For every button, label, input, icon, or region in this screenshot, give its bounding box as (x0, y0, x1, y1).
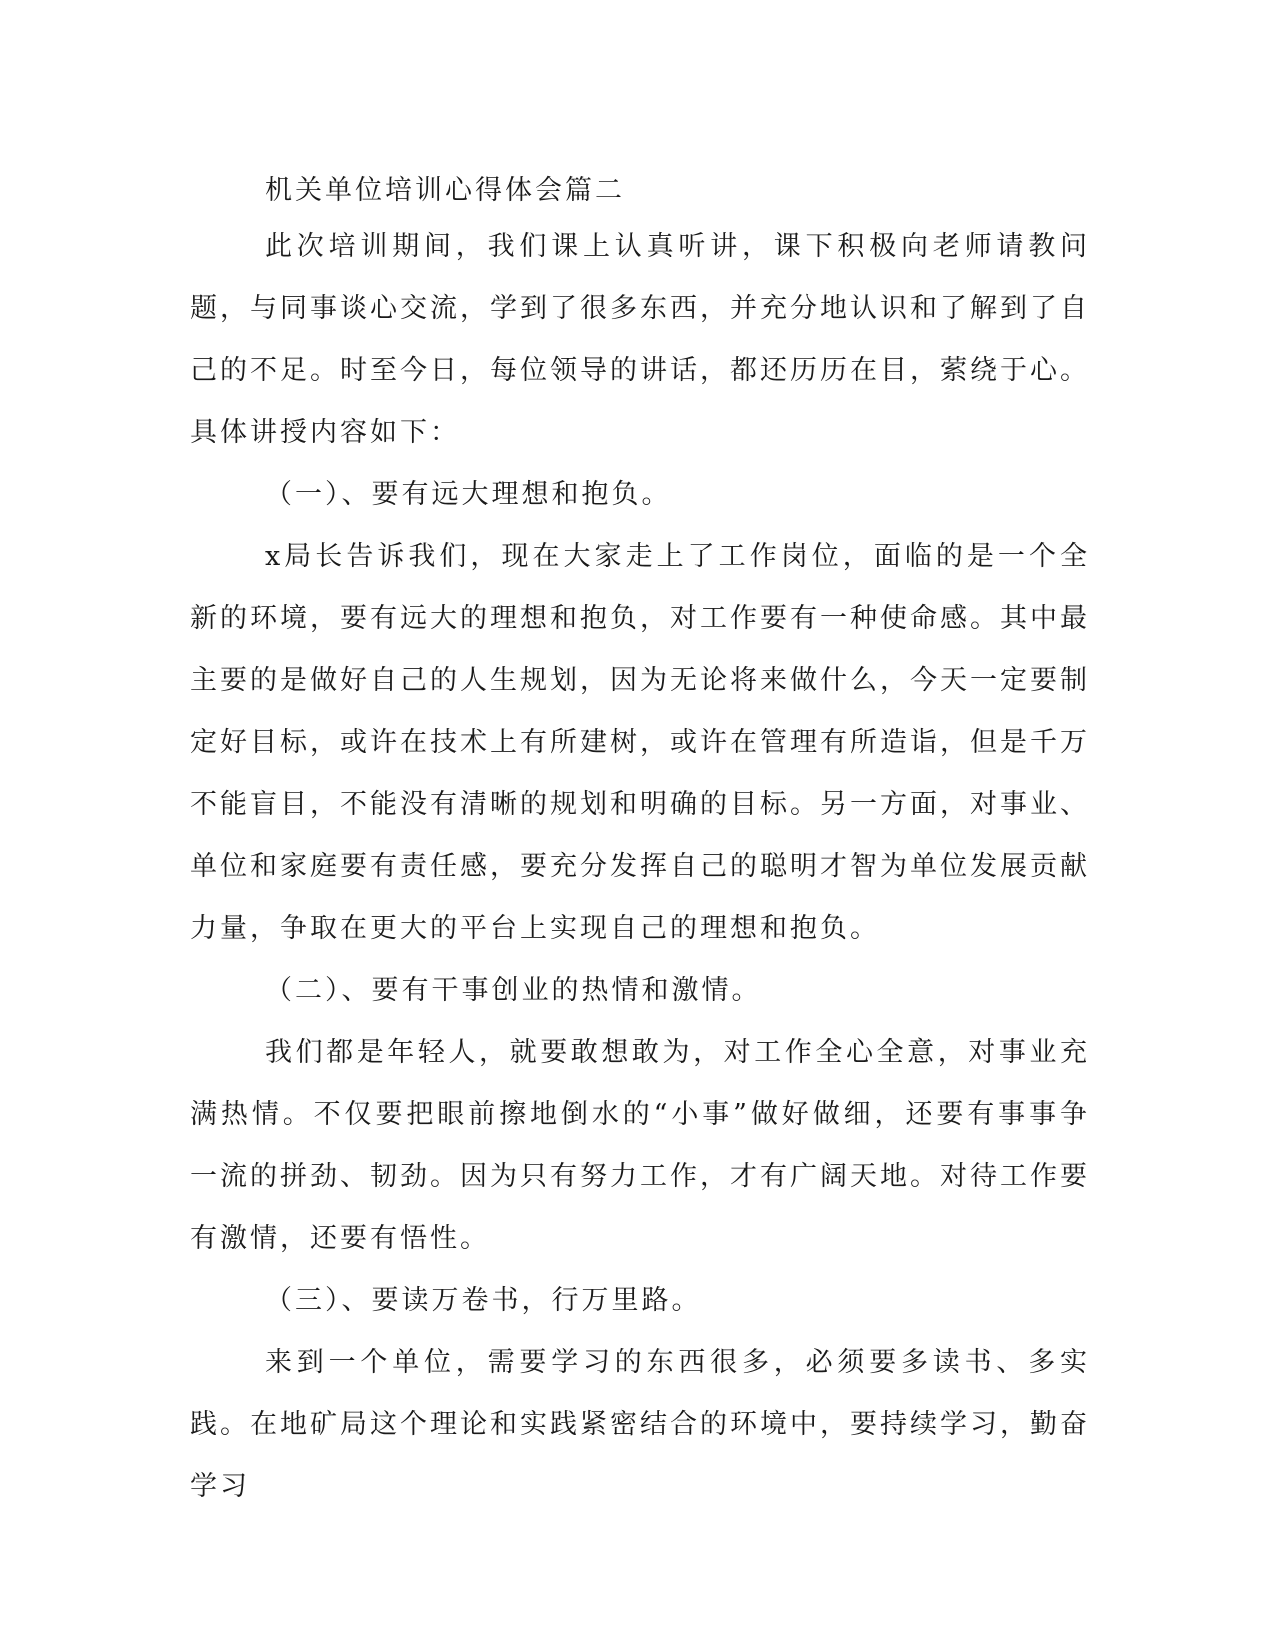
document-body (190, 166, 1090, 1518)
paragraph-section-2: 我们都是年轻人，就要敢想敢为，对工作全心全意，对事业充满热情。不仅要把眼前擦地倒水的“小事”做好做细，还要有事事争一流的拼劲、韧劲。因为只有努力工作，才有广阔天地。对待工作要有激情，还要有悟性。 (190, 1037, 1090, 1254)
section-heading-3: （三）、要读万卷书，行万里路。 (265, 1285, 702, 1316)
section-heading-2: （二）、要有干事创业的热情和激情。 (265, 975, 762, 1006)
document-title: 机关单位培训心得体会篇二 (265, 175, 625, 206)
paragraph-section-1: x局长告诉我们，现在大家走上了工作岗位，面临的是一个全新的环境，要有远大的理想和抱负，对工作要有一种使命感。其中最主要的是做好自己的人生规划，因为无论将来做什么，今天一定要制定好目标，或许在技术上有所建树，或许在管理有所造诣，但是千万不能盲目，不能没有清晰的规划和明确的目标。另一方面，对事业、单位和家庭要有责任感，要充分发挥自己的聪明才智为单位发展贡献力量，争取在更大的平台上实现自己的理想和抱负。 (190, 541, 1090, 944)
paragraph-intro: 此次培训期间，我们课上认真听讲，课下积极向老师请教问题，与同事谈心交流，学到了很多东西，并充分地认识和了解到了自己的不足。时至今日，每位领导的讲话，都还历历在目，萦绕于心。具体讲授内容如下： (190, 231, 1090, 448)
section-heading-1: （一）、要有远大理想和抱负。 (265, 479, 672, 510)
paragraph-section-3: 来到一个单位，需要学习的东西很多，必须要多读书、多实践。在地矿局这个理论和实践紧密结合的环境中，要持续学习，勤奋学习 (190, 1347, 1090, 1502)
